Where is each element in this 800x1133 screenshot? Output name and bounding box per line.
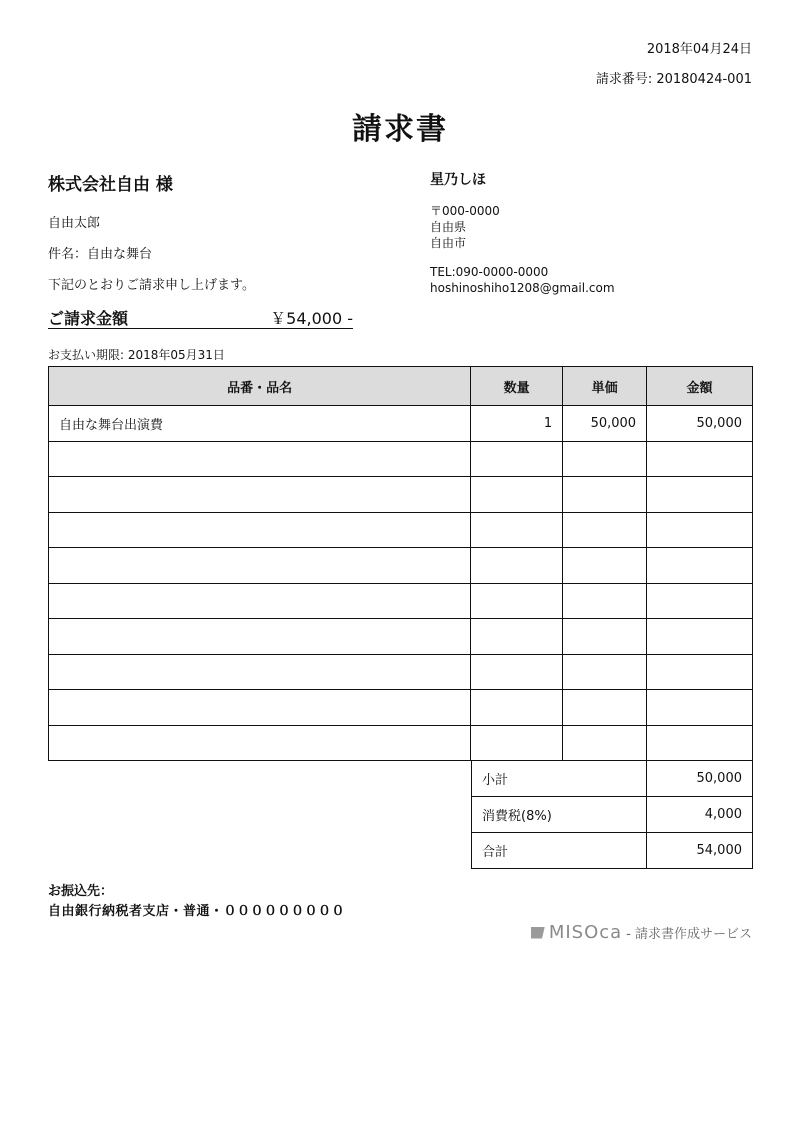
- cell-quantity: [471, 654, 563, 690]
- table-row: [49, 583, 753, 619]
- table-row: [49, 441, 753, 477]
- payment-due: お支払い期限: 2018年05月31日: [48, 348, 225, 362]
- sender-tel: TEL:090-0000-0000: [430, 265, 549, 279]
- cell-quantity: [471, 441, 563, 477]
- cell-amount: [647, 690, 753, 726]
- cell-item-name: [49, 654, 471, 690]
- bank-label: お振込先：: [48, 884, 114, 899]
- table-row: [49, 654, 753, 690]
- cell-unit-price: [563, 512, 647, 548]
- tax-label: 消費税(8%): [472, 797, 647, 833]
- total-row: [472, 833, 753, 869]
- cell-item-name: [49, 548, 471, 584]
- client-company: 株式会社自由 様: [48, 175, 173, 195]
- cell-amount: [647, 725, 753, 761]
- billing-amount: [48, 306, 353, 329]
- cell-unit-price: [563, 619, 647, 655]
- cell-item-name: [49, 619, 471, 655]
- cell-quantity: [471, 512, 563, 548]
- invoice-number: 請求番号: 20180424-001: [595, 72, 752, 87]
- header-unit-price: 単価: [563, 367, 647, 406]
- cell-unit-price: [563, 548, 647, 584]
- subtotal-row: [472, 761, 753, 797]
- misoca-branding: [531, 922, 752, 943]
- sender-postal: 〒000-0000: [430, 204, 500, 218]
- sender-email: hoshinoshiho1208@gmail.com: [430, 281, 615, 295]
- subtotal-value: 50,000: [647, 761, 753, 797]
- cell-quantity: [471, 548, 563, 584]
- cell-quantity: [471, 725, 563, 761]
- sender-city: 自由市: [430, 236, 467, 250]
- cell-item-name: [49, 690, 471, 726]
- cell-unit-price: [563, 477, 647, 513]
- header-quantity: 数量: [471, 367, 563, 406]
- misoca-logo-text: MISOca: [548, 922, 623, 943]
- total-label: 合計: [472, 833, 647, 869]
- table-row: [49, 512, 753, 548]
- header-item-name: 品番・品名: [49, 367, 471, 406]
- cell-quantity: [471, 477, 563, 513]
- cell-amount: [647, 583, 753, 619]
- cell-item-name: [49, 441, 471, 477]
- cell-quantity: [471, 619, 563, 655]
- cell-quantity: [471, 690, 563, 726]
- cell-amount: 50,000: [647, 406, 753, 442]
- cell-unit-price: [563, 690, 647, 726]
- misoca-logo-icon: [531, 927, 545, 939]
- invoice-date: 2018年04月24日: [646, 42, 752, 57]
- total-value: 54,000: [647, 833, 753, 869]
- tax-row: [472, 797, 753, 833]
- cell-unit-price: [563, 583, 647, 619]
- cell-unit-price: [563, 654, 647, 690]
- tax-value: 4,000: [647, 797, 753, 833]
- cell-unit-price: [563, 441, 647, 477]
- invoice-intro: 下記のとおりご請求申し上げます。: [48, 278, 255, 293]
- subtotal-label: 小計: [472, 761, 647, 797]
- billing-amount-label: ご請求金額: [48, 309, 129, 328]
- billing-amount-value: ￥54,000 -: [270, 309, 353, 328]
- cell-amount: [647, 441, 753, 477]
- cell-unit-price: [563, 725, 647, 761]
- table-row: [49, 725, 753, 761]
- cell-item-name: [49, 725, 471, 761]
- cell-amount: [647, 654, 753, 690]
- cell-amount: [647, 548, 753, 584]
- totals-table: [471, 760, 753, 869]
- page-title: 請求書: [352, 112, 448, 147]
- table-row: [49, 690, 753, 726]
- client-contact: 自由太郎: [48, 216, 101, 231]
- items-header-row: [49, 367, 753, 406]
- cell-amount: [647, 477, 753, 513]
- cell-amount: [647, 512, 753, 548]
- cell-amount: [647, 619, 753, 655]
- cell-quantity: [471, 583, 563, 619]
- sender-name: 星乃しほ: [430, 172, 486, 188]
- misoca-tagline: - 請求書作成サービス: [626, 927, 752, 942]
- cell-item-name: [49, 512, 471, 548]
- cell-item-name: 自由な舞台出演費: [49, 406, 471, 442]
- sender-prefecture: 自由県: [430, 220, 467, 234]
- cell-item-name: [49, 583, 471, 619]
- table-row: [49, 548, 753, 584]
- cell-quantity: 1: [471, 406, 563, 442]
- table-row: [49, 406, 753, 442]
- table-row: [49, 477, 753, 513]
- cell-unit-price: 50,000: [563, 406, 647, 442]
- bank-info: 自由銀行納税者支店・普通・０００００００００: [48, 904, 346, 919]
- header-amount: 金額: [647, 367, 753, 406]
- invoice-subject: 件名：自由な舞台: [48, 247, 153, 262]
- cell-item-name: [49, 477, 471, 513]
- table-row: [49, 619, 753, 655]
- items-table: [48, 366, 753, 761]
